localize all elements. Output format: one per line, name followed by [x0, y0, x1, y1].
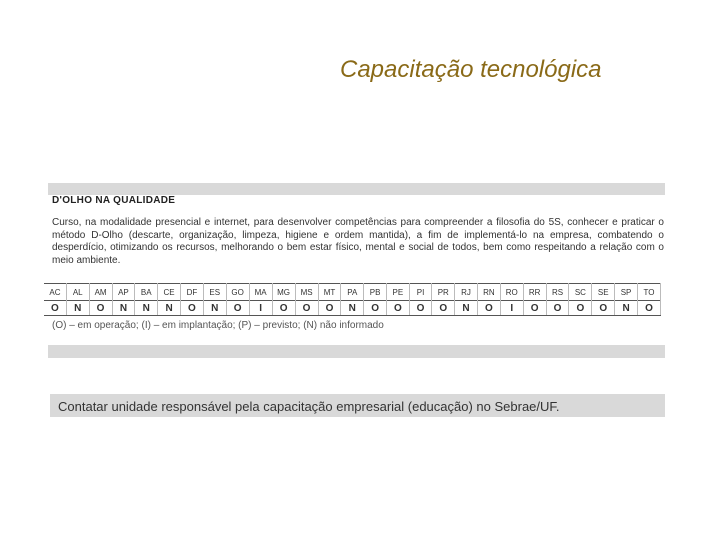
program-title: D'OLHO NA QUALIDADE [52, 195, 176, 206]
state-status-cell: N [615, 301, 638, 316]
state-status-cell: N [203, 301, 226, 316]
state-status-cell: O [546, 301, 569, 316]
state-code-cell: RN [477, 284, 500, 301]
state-status-cell: O [432, 301, 455, 316]
state-status-cell: O [386, 301, 409, 316]
card-footer-bar [48, 345, 665, 358]
state-code-cell: PB [364, 284, 387, 301]
state-status-cell: N [455, 301, 478, 316]
state-code-cell: AP [112, 284, 135, 301]
state-status-cell: N [135, 301, 158, 316]
state-code-cell: RS [546, 284, 569, 301]
states-table [44, 283, 661, 316]
state-codes-row [44, 284, 661, 301]
state-status-cell: N [66, 301, 89, 316]
state-status-cell: O [637, 301, 660, 316]
state-code-cell: BA [135, 284, 158, 301]
state-status-cell: O [364, 301, 387, 316]
state-code-cell: TO [637, 284, 660, 301]
state-code-cell: MA [249, 284, 272, 301]
state-status-cell: O [523, 301, 546, 316]
state-status-cell: O [89, 301, 112, 316]
state-status-row [44, 301, 661, 316]
state-code-cell: PE [386, 284, 409, 301]
state-status-cell: O [226, 301, 249, 316]
state-status-cell: I [249, 301, 272, 316]
state-code-cell: PR [432, 284, 455, 301]
state-code-cell: RR [523, 284, 546, 301]
state-status-cell: I [500, 301, 523, 316]
state-code-cell: PI [409, 284, 432, 301]
state-code-cell: SC [569, 284, 592, 301]
state-code-cell: RO [500, 284, 523, 301]
state-code-cell: AM [89, 284, 112, 301]
state-status-cell: O [318, 301, 341, 316]
contact-note: Contatar unidade responsável pela capacitação empresarial (educação) no Sebrae/UF. [50, 394, 665, 417]
state-status-cell: N [158, 301, 181, 316]
state-status-cell: O [592, 301, 615, 316]
slide-title: Capacitação tecnológica [340, 56, 602, 83]
state-status-cell: O [409, 301, 432, 316]
state-status-cell: N [112, 301, 135, 316]
state-status-cell: O [44, 301, 66, 316]
state-code-cell: MG [272, 284, 295, 301]
status-legend: (O) – em operação; (I) – em implantação; (P) – previsto; (N) não informado [52, 320, 384, 331]
state-status-cell: O [477, 301, 500, 316]
state-code-cell: MT [318, 284, 341, 301]
state-code-cell: DF [181, 284, 204, 301]
state-code-cell: RJ [455, 284, 478, 301]
state-code-cell: AL [66, 284, 89, 301]
state-status-cell: N [341, 301, 364, 316]
program-description: Curso, na modalidade presencial e internet, para desenvolver competências para compreender a filosofia do 5S, conhecer e praticar o método D-Olho (descarte, organização, limpeza, higiene e ordem mantida), a fim de implementá-lo na empresa, combatendo o desperdício, otimizando os recursos, melhorando o bem estar físico, mental e social de todos, bem como respeitando a relação com o meio ambiente. [52, 217, 664, 266]
state-code-cell: AC [44, 284, 66, 301]
state-code-cell: CE [158, 284, 181, 301]
program-card [48, 183, 665, 358]
state-status-cell: O [272, 301, 295, 316]
state-code-cell: PA [341, 284, 364, 301]
state-code-cell: SP [615, 284, 638, 301]
state-code-cell: MS [295, 284, 318, 301]
state-code-cell: SE [592, 284, 615, 301]
state-code-cell: GO [226, 284, 249, 301]
card-header-bar [48, 183, 665, 195]
state-status-cell: O [569, 301, 592, 316]
state-code-cell: ES [203, 284, 226, 301]
state-status-cell: O [181, 301, 204, 316]
state-status-cell: O [295, 301, 318, 316]
